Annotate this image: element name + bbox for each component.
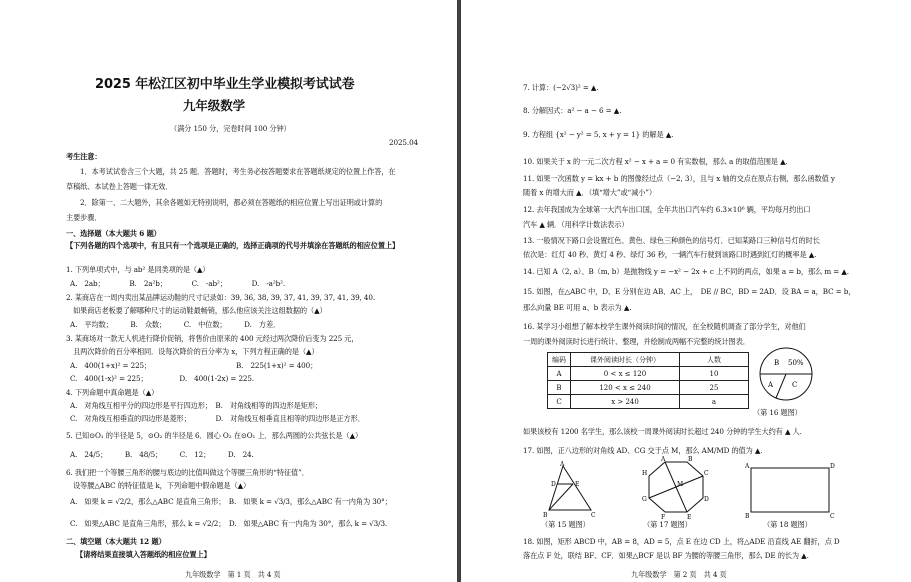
- figure-caption: （第 15 题图）: [541, 520, 590, 529]
- question-line: 11. 如果一次函数 y = kx + b 的图像经过点（−2, 3），且与 x 轴的交点在原点右侧，那么函数值 y: [523, 174, 835, 183]
- question-line: 14. 已知 A（2, a）、B（m, b）是抛物线 y = −x² − 2x + c 上不同的两点，如果 a = b，那么 m = ▲.: [523, 267, 849, 276]
- question-line: A. 对角线互相平分的四边形是平行四边形； B. 对角线相等的四边形是矩形；: [70, 401, 323, 410]
- question-line: 3. 某商场对一款无人机进行降价促销，将售价由原来的 400 元经过两次降价后变为 225 元，: [66, 334, 359, 343]
- figure-17-octagon: [641, 456, 711, 520]
- note-line: 1．本考试试卷含三个大题，共 25 题．答题时，考生务必按答题要求在答题纸规定的位置上作答，在: [80, 167, 396, 176]
- table-header-cell: 编码: [548, 353, 571, 367]
- pie-label: B: [774, 359, 780, 367]
- exam-title: 2025 年松江区初中毕业生学业模拟考试试卷: [95, 77, 355, 92]
- question-line: 15. 如图，在△ABC 中，D、E 分别在边 AB、AC 上， DE // BC，BD = 2AD．设 BA = a，BC = b，: [523, 287, 856, 296]
- notice-title: 考生注意：: [66, 152, 102, 161]
- question-line: 一周的课外阅读时长进行统计、整理，并绘制成两幅不完整的统计图表．: [523, 337, 750, 346]
- question-line: 如果该校有 1200 名学生，那么该校一周课外阅读时长超过 240 分钟的学生大约有 ▲ 人.: [523, 427, 802, 436]
- table-row: [548, 367, 749, 381]
- question-line: 16. 某学习小组想了解本校学生课外阅读时间的情况，在全校随机调查了部分学生，对他们: [523, 322, 806, 331]
- table-row: [548, 381, 749, 395]
- section2-title: 二、填空题（本大题共 12 题）: [66, 537, 166, 546]
- section1-instructions: 【下列各题的四个选项中，有且只有一个选项是正确的，选择正确项的代号并填涂在答题纸的相应位置上】: [66, 241, 400, 250]
- pie-label: 50%: [788, 359, 804, 367]
- figure-caption: （第 18 题图）: [763, 520, 812, 529]
- question-line: 18. 如图，矩形 ABCD 中，AB = 8，AD = 5，点 E 在边 CD 上，将△ADE 沿直线 AE 翻折，点 D: [523, 537, 840, 546]
- question-line: A. 平均数； B. 众数； C. 中位数； D. 方差．: [70, 320, 281, 329]
- figure-label: D: [704, 496, 709, 503]
- page-footer: 九年级数学 第 1 页 共 4 页: [185, 570, 281, 579]
- question-line: 如果商店老板要了解哪种尺寸的运动鞋最畅销，那么他应该关注这组数据的（▲）: [66, 306, 327, 315]
- figure-label: E: [687, 514, 692, 520]
- figure-label: F: [661, 514, 666, 520]
- exam-info: （满分 150 分，完卷时间 100 分钟）: [170, 124, 291, 133]
- question-line: 设等腰△ABC 的特征值是 k，下列命题中假命题是（▲）: [66, 481, 251, 490]
- pie-label: C: [792, 381, 798, 389]
- page-footer: 九年级数学 第 2 页 共 4 页: [631, 570, 727, 579]
- table-cell: A: [548, 367, 571, 381]
- figure-18-rectangle: [743, 460, 837, 520]
- figure-label: D: [551, 481, 556, 488]
- figure-label: M: [677, 481, 684, 488]
- section1-title: 一、选择题（本大题共 6 题）: [66, 229, 161, 238]
- question-line: 5. 已知⊙O₁ 的半径是 5，⊙O₂ 的半径是 6．圆心 O₂ 在⊙O₁ 上．那么两圆的公共弦长是（▲）: [66, 431, 363, 440]
- question-line: 12. 去年我国成为全球第一大汽车出口国，全年共出口汽车约 6.3×10⁶ 辆，平均每月约出口: [523, 205, 811, 214]
- reading-time-table: [547, 352, 749, 409]
- figure-label: B: [745, 513, 750, 520]
- question-line: 2. 某商店在一周内卖出某品牌运动鞋的尺寸记录如：39, 36, 38, 39, 37, 41, 39, 37, 41, 39, 40.: [66, 293, 376, 302]
- question-line: 7. 计算：(−2√3)² = ▲.: [523, 83, 599, 92]
- figure-label: D: [830, 463, 835, 470]
- pie-label: A: [768, 381, 774, 389]
- note-line: 2．除第一、二大题外，其余各题如无特别说明，都必须在答题纸的相应位置上写出证明或计算的: [80, 198, 383, 207]
- table-cell: x > 240: [571, 395, 680, 409]
- table-header-cell: 课外阅读时长（分钟）: [571, 353, 680, 367]
- exam-date: 2025.04: [389, 138, 419, 147]
- question-line: B. 225(1+x)² = 400；: [236, 361, 318, 370]
- table-header-cell: 人数: [680, 353, 749, 367]
- pie-divider: [776, 374, 786, 398]
- table-row: [548, 395, 749, 409]
- table-cell: 120 < x ≤ 240: [571, 381, 680, 395]
- figure-label: C: [830, 513, 835, 520]
- question-line: A. 24/5； B. 48/5； C. 12； D. 24.: [70, 450, 254, 459]
- table-cell: 0 < x ≤ 120: [571, 367, 680, 381]
- figure-label: C: [704, 470, 709, 477]
- figure-label: B: [688, 456, 693, 463]
- pie-chart-figure: [746, 338, 826, 418]
- question-line: A. 2ab； B. 2a²b； C. -ab²； D. -a²b².: [70, 279, 286, 288]
- figure-caption: （第 16 题图）: [753, 408, 802, 417]
- question-line: 10. 如果关于 x 的一元二次方程 x² − x + a = 0 有实数根，那么 a 的取值范围是 ▲.: [523, 157, 788, 166]
- figure-label: C: [591, 512, 596, 519]
- figure-label: H: [642, 470, 648, 477]
- table-cell: a: [680, 395, 749, 409]
- figure-15-triangle: [543, 460, 603, 520]
- note-line: 草稿纸、本试卷上答题一律无效．: [66, 182, 173, 191]
- question-line: 那么向量 BE 可用 a、b 表示为 ▲.: [523, 303, 632, 312]
- figure-label: A: [745, 463, 750, 470]
- question-line: A. 400(1+x)² = 225；: [70, 361, 152, 370]
- question-line: 1. 下列单项式中，与 ab² 是同类项的是（▲）: [66, 265, 210, 274]
- table-header-row: [548, 353, 749, 367]
- figure-caption: （第 17 题图）: [643, 520, 692, 529]
- exam-page-2: [461, 0, 911, 582]
- question-line: 13. 一般情况下路口会设置红色、黄色、绿色三种颜色的信号灯．已知某路口三种信号灯的时长: [523, 236, 820, 245]
- question-line: 随着 x 的增大而 ▲．（填“增大”或“减小”）: [523, 188, 656, 197]
- table-cell: 10: [680, 367, 749, 381]
- figure-label: B: [543, 512, 548, 519]
- exam-subtitle: 九年级数学: [183, 98, 246, 113]
- figure-label: A: [661, 456, 666, 463]
- question-line: 4. 下列命题中真命题是（▲）: [66, 388, 159, 397]
- figure-label: A: [560, 461, 565, 468]
- section2-instructions: 【请将结果直接填入答题纸的相应位置上】: [76, 550, 211, 559]
- table-cell: B: [548, 381, 571, 395]
- question-line: 汽车 ▲ 辆．（用科学计数法表示）: [523, 220, 629, 229]
- question-line: C. 对角线互相垂直的四边形是菱形； D. 对角线互相垂直且相等的四边形是正方形．: [70, 414, 365, 423]
- question-line: 8. 分解因式：a² − a − 6 = ▲.: [523, 106, 622, 115]
- question-line: 9. 方程组 {x² − y² = 5, x + y = 1} 的解是 ▲.: [523, 130, 674, 139]
- question-line: 且两次降价的百分率相同．设每次降价的百分率为 x，下列方程正确的是（▲）: [66, 347, 319, 356]
- question-line: A. 如果 k = √2/2，那么△ABC 是直角三角形； B. 如果 k = √3/3，那么△ABC 有一内角为 30°；: [70, 497, 392, 506]
- table-cell: 25: [680, 381, 749, 395]
- question-line: 依次是：红灯 40 秒、黄灯 4 秒、绿灯 36 秒，一辆汽车行驶到该路口时遇到红灯的概率是 ▲.: [523, 250, 817, 259]
- note-line: 主要步骤．: [66, 213, 102, 222]
- question-line: C. 400(1-x)² = 225； D. 400(1-2x) = 225.: [70, 374, 255, 383]
- question-line: 落在点 F 处，联结 BF、CF．如果△BCF 是以 BF 为腰的等腰三角形，那么 DE 的长为 ▲.: [523, 551, 809, 560]
- question-line: C. 如果△ABC 是直角三角形，那么 k = √2/2； D. 如果△ABC 有一内角为 30°，那么 k = √3/3.: [70, 519, 388, 528]
- figure-label: G: [642, 496, 647, 503]
- table-cell: C: [548, 395, 571, 409]
- figure-label: E: [575, 481, 580, 488]
- question-line: 17. 如图，正八边形的对角线 AD、CG 交于点 M，那么 AM/MD 的值为 ▲.: [523, 446, 763, 455]
- question-line: 6. 我们把一个等腰三角形的腰与底边的比值叫做这个等腰三角形的“特征值”．: [66, 468, 309, 477]
